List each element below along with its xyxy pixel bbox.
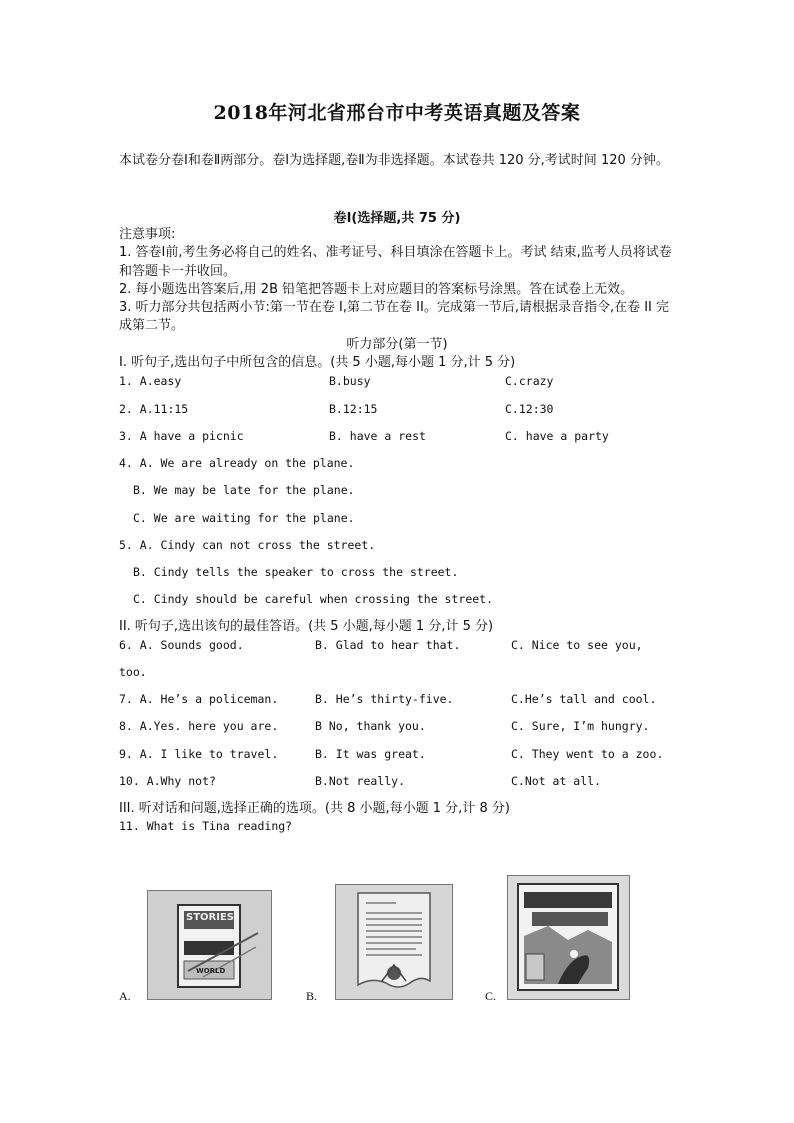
letter-illustration: [336, 885, 452, 999]
q11-question: 11. What is Tina reading?: [119, 819, 293, 833]
q3-option-b: B. have a rest: [329, 429, 426, 443]
q8-option-a: 8. A.Yes. here you are.: [119, 719, 279, 733]
q9-option-a: 9. A. I like to travel.: [119, 747, 279, 761]
book-cover-subtitle: WORLD: [196, 967, 226, 975]
q6-option-c: C. Nice to see you,: [511, 638, 643, 652]
q9-option-c: C. They went to a zoo.: [511, 747, 664, 761]
q10-option-a: 10. A.Why not?: [119, 774, 216, 788]
part2-heading: II. 听句子,选出该句的最佳答语。(共 5 小题,每小题 1 分,计 5 分): [119, 619, 494, 634]
q7-option-c: C.He’s tall and cool.: [511, 692, 657, 706]
q2-option-c: C.12:30: [505, 402, 554, 416]
q5-option-c: C. Cindy should be careful when crossing the street.: [133, 592, 494, 606]
part3-heading: III. 听对话和问题,选择正确的选项。(共 8 小题,每小题 1 分,计 8 分): [119, 801, 510, 816]
q2-option-b: B.12:15: [329, 402, 378, 416]
magazine-illustration: [508, 876, 629, 999]
magazine-image: [507, 875, 630, 1000]
q4-option-b: B. We may be late for the plane.: [133, 483, 355, 497]
q5-option-a: 5. A. Cindy can not cross the street.: [119, 538, 376, 552]
q1-option-b: B.busy: [329, 374, 371, 388]
notes-item-3: 3. 听力部分共包括两小节:第一节在卷 I,第二节在卷 II。完成第一节后,请根据录音指令,在卷 II 完成第二节。: [119, 300, 670, 334]
book-cover-title: STORIES: [186, 912, 234, 923]
book-image: [147, 890, 272, 1000]
notes-heading: 注意事项:: [119, 227, 176, 242]
q7-option-a: 7. A. He’s a policeman.: [119, 692, 279, 706]
q8-option-c: C. Sure, I’m hungry.: [511, 719, 650, 733]
q3-option-a: 3. A have a picnic: [119, 429, 244, 443]
page-title: 2018年河北省邢台市中考英语真题及答案: [213, 102, 581, 124]
q6-option-b: B. Glad to hear that.: [315, 638, 461, 652]
q3-option-c: C. have a party: [505, 429, 609, 443]
part1-heading: I. 听句子,选出句子中所包含的信息。(共 5 小题,每小题 1 分,计 5 分): [119, 355, 516, 370]
q1-option-c: C.crazy: [505, 374, 554, 388]
q5-option-b: B. Cindy tells the speaker to cross the street.: [133, 565, 459, 579]
q4-option-a: 4. A. We are already on the plane.: [119, 456, 355, 470]
q4-option-c: C. We are waiting for the plane.: [133, 511, 355, 525]
q9-option-b: B. It was great.: [315, 747, 426, 761]
q10-option-b: B.Not really.: [315, 774, 406, 788]
q6-option-c-cont: too.: [119, 665, 147, 679]
listening-heading: 听力部分(第一节): [346, 337, 448, 352]
notes-item-2: 2. 每小题选出答案后,用 2B 铅笔把答题卡上对应题目的答案标号涂黑。答在试卷上无效。: [119, 281, 634, 297]
q1-option-a: 1. A.easy: [119, 374, 182, 388]
book-illustration: [148, 891, 271, 999]
q11-option-b-label: B.: [306, 989, 318, 1003]
q11-option-a-label: A.: [119, 989, 131, 1003]
section1-title: 卷Ⅰ(选择题,共 75 分): [333, 211, 461, 226]
q10-option-c: C.Not at all.: [511, 774, 602, 788]
q2-option-a: 2. A.11:15: [119, 402, 189, 416]
q11-option-c-label: C.: [485, 989, 497, 1003]
intro-text: 本试卷分卷Ⅰ和卷Ⅱ两部分。卷Ⅰ为选择题,卷Ⅱ为非选择题。本试卷共 120 分,考试时间 120 分钟。: [119, 153, 669, 168]
letter-image: [335, 884, 453, 1000]
notes-block: [119, 226, 679, 336]
notes-item-1: 1. 答卷Ⅰ前,考生务必将自己的姓名、准考证号、科目填涂在答题卡上。考试 结束,监考人员将试卷和答题卡一并收回。: [119, 245, 672, 279]
q7-option-b: B. He’s thirty-five.: [315, 692, 454, 706]
q8-option-b: B No, thank you.: [315, 719, 426, 733]
q6-option-a: 6. A. Sounds good.: [119, 638, 244, 652]
